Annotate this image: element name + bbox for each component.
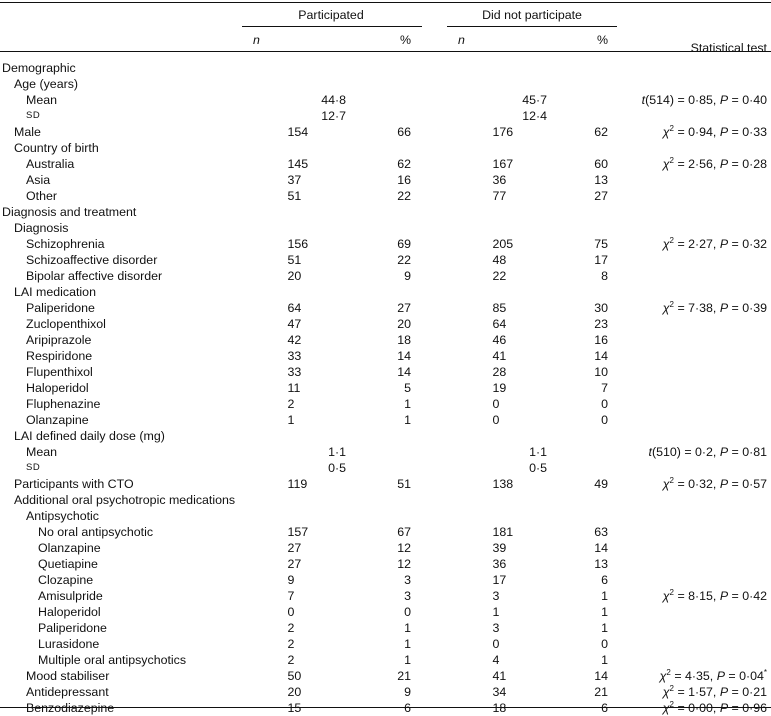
not-participated-pct: 6 [601,573,608,587]
row-values [284,348,771,364]
table-row [0,60,771,76]
participated-n: 11 [287,381,301,395]
pct-header-2: % [596,33,608,47]
participated-pct: 3 [404,573,411,587]
not-participated-n: 167 [492,157,514,171]
row-label: Olanzapine [26,413,89,427]
not-participated-n: 41 [492,669,507,683]
not-participated-n: 19 [492,381,507,395]
not-participated-pct: 21 [594,685,608,699]
row-values [284,668,771,684]
row-label: LAI medication [14,285,96,299]
row-values [284,220,771,236]
not-participated-n: 3 [492,589,500,603]
row-values [284,444,771,460]
row-values [284,60,771,76]
row-label: Asia [26,173,51,187]
participated-n: 20 [287,269,302,283]
statistical-test-header: Statistical test [690,41,767,55]
not-participated-pct: 27 [594,189,608,203]
not-participated-n: 41 [492,349,507,363]
not-participated-n: 181 [492,525,514,539]
row-values [284,380,771,396]
top-rule [0,2,771,3]
table-row [0,140,771,156]
participated-pct: 14 [397,365,411,379]
participated-pct: 9 [404,269,411,283]
row-label: Aripiprazole [26,333,92,347]
participated-pct: 1 [404,653,411,667]
table-row [0,268,771,284]
row-values [284,588,771,604]
row-values [284,556,771,572]
not-participated-pct: 17 [594,253,608,267]
row-values [284,684,771,700]
participated-pct: 1 [404,413,411,427]
table-row [0,380,771,396]
not-participated-pct: 16 [594,333,608,347]
table-row [0,204,771,220]
participated-pct: 9 [404,685,411,699]
not-participated-value: 1·1 [529,445,547,459]
not-participated-value: 45·7 [522,93,547,107]
not-participated-pct: 0 [601,397,608,411]
not-participated-pct: 1 [601,621,608,635]
row-values [284,700,771,716]
statistical-test: $\chi^2 = 8\cdot 15$, P = 0·42 [662,588,767,603]
not-participated-n: 36 [492,173,507,187]
not-participated-n: 0 [492,397,500,411]
table-row [0,252,771,268]
table-row [0,620,771,636]
row-values [284,300,771,316]
row-values [284,188,771,204]
not-participated-pct: 0 [601,413,608,427]
participated-n: 27 [287,557,302,571]
table-row [0,700,771,716]
participated-pct: 69 [397,237,411,251]
participated-n: 64 [287,301,302,315]
not-participated-n: 176 [492,125,514,139]
participated-value: 44·8 [321,93,346,107]
row-label: Male [14,125,41,139]
row-label: Mood stabiliser [26,669,110,683]
table-row [0,412,771,428]
row-label: Additional oral psychotropic medications [14,493,236,507]
row-values [284,124,771,140]
row-values [284,172,771,188]
not-participated-pct: 23 [594,317,608,331]
not-participated-pct: 14 [594,349,608,363]
participated-pct: 62 [397,157,411,171]
row-values [284,540,771,556]
row-label: Bipolar affective disorder [26,269,163,283]
participated-n: 27 [287,541,302,555]
statistical-test: t(514) = 0·85, P = 0·40 [641,93,767,107]
row-label: Olanzapine [38,541,101,555]
participated-n: 50 [287,669,302,683]
row-label: Amisulpride [38,589,103,603]
table-row [0,588,771,604]
participated-n: 154 [287,125,309,139]
not-participated-pct: 1 [601,589,608,603]
table-row [0,172,771,188]
participated-pct: 12 [397,557,411,571]
row-values [284,428,771,444]
not-participated-n: 77 [492,189,507,203]
not-participated-n: 18 [492,701,507,715]
not-participated-pct: 14 [594,669,608,683]
data-table [0,60,771,716]
group1-header: Participated [298,8,364,22]
not-participated-pct: 7 [601,381,608,395]
table-row [0,636,771,652]
group1-rule [242,26,422,27]
row-values [284,524,771,540]
n-header-2: n [458,33,465,47]
not-participated-pct: 62 [594,125,608,139]
row-values [284,108,771,124]
table-row [0,92,771,108]
not-participated-pct: 1 [601,653,608,667]
participated-pct: 22 [397,189,411,203]
row-values [284,396,771,412]
row-label: Quetiapine [38,557,98,571]
table-row [0,300,771,316]
row-values [284,236,771,252]
not-participated-n: 0 [492,637,500,651]
participated-n: 9 [287,573,295,587]
row-values [284,140,771,156]
participated-pct: 1 [404,621,411,635]
participated-pct: 6 [404,701,411,715]
participated-value: 0·5 [328,461,346,475]
not-participated-pct: 13 [594,173,608,187]
table-row [0,444,771,460]
participated-pct: 66 [397,125,411,139]
row-label: Haloperidol [38,605,101,619]
table-row [0,124,771,140]
participated-n: 2 [287,637,295,651]
not-participated-pct: 60 [594,157,608,171]
not-participated-value: 12·4 [522,109,547,123]
table-row [0,492,771,508]
table-row [0,332,771,348]
participated-n: 47 [287,317,302,331]
statistical-test: $\chi^2 = 7\cdot 38$, P = 0·39 [662,300,767,315]
not-participated-n: 36 [492,557,507,571]
table-row [0,460,771,476]
group2-header: Did not participate [482,8,582,22]
participated-n: 2 [287,653,295,667]
not-participated-pct: 8 [601,269,608,283]
participated-n: 20 [287,685,302,699]
row-label: Mean [26,93,57,107]
participated-pct: 1 [404,637,411,651]
row-values [284,284,771,300]
header-bottom-rule [0,51,771,52]
n-header-1: n [253,33,260,47]
not-participated-n: 46 [492,333,507,347]
row-label: Australia [26,157,75,171]
row-label: LAI defined daily dose (mg) [14,429,165,443]
not-participated-n: 48 [492,253,507,267]
table-row [0,556,771,572]
statistical-test: $\chi^2 = 2\cdot 56$, P = 0·28 [662,156,767,171]
participated-n: 119 [287,477,308,491]
row-values [284,460,771,476]
row-label: Schizophrenia [26,237,105,251]
table-row [0,540,771,556]
row-label: No oral antipsychotic [38,525,154,539]
participated-pct: 51 [397,477,411,491]
not-participated-n: 34 [492,685,507,699]
row-label: Paliperidone [38,621,107,635]
participated-pct: 18 [397,333,411,347]
row-values [284,476,771,492]
not-participated-n: 205 [492,237,514,251]
table-row [0,396,771,412]
not-participated-n: 28 [492,365,507,379]
table-body [0,60,771,716]
row-values [284,508,771,524]
table-row [0,76,771,92]
row-values [284,652,771,668]
row-label: Fluphenazine [26,397,101,411]
table-row [0,524,771,540]
not-participated-pct: 10 [594,365,608,379]
participated-pct: 0 [404,605,411,619]
row-values [284,268,771,284]
participated-pct: 20 [397,317,411,331]
table-row [0,652,771,668]
row-label: Diagnosis [14,221,69,235]
not-participated-n: 85 [492,301,507,315]
participated-n: 7 [287,589,295,603]
statistical-test: t(510) = 0·2, P = 0·81 [648,445,767,459]
row-label: Benzodiazepine [26,701,115,715]
participated-pct: 1 [404,397,411,411]
row-label: Lurasidone [38,637,100,651]
not-participated-n: 3 [492,621,500,635]
row-label: Respiridone [26,349,93,363]
not-participated-pct: 75 [594,237,608,251]
table-row [0,572,771,588]
not-participated-pct: 13 [594,557,608,571]
not-participated-pct: 30 [594,301,608,315]
statistical-test: $\chi^2 = 0\cdot 32$, P = 0·57 [662,476,767,491]
participated-n: 51 [287,253,302,267]
row-label: Other [26,189,57,203]
table-row [0,476,771,492]
participated-n: 42 [287,333,302,347]
statistical-test: $\chi^2 = 2\cdot 27$, P = 0·32 [662,236,767,251]
row-label: Diagnosis and treatment [2,205,137,219]
not-participated-n: 4 [492,653,500,667]
table-row [0,428,771,444]
row-label: Paliperidone [26,301,95,315]
participated-pct: 12 [397,541,411,555]
row-label: Participants with CTO [14,477,134,491]
participated-n: 33 [287,365,302,379]
row-values [284,492,771,508]
row-label: Age (years) [14,77,79,91]
table-row [0,604,771,620]
table-row [0,108,771,124]
not-participated-pct: 49 [594,477,608,491]
participated-pct: 22 [397,253,411,267]
table-row [0,684,771,700]
not-participated-pct: 14 [594,541,608,555]
not-participated-pct: 6 [601,701,608,715]
not-participated-n: 138 [492,477,514,491]
participated-pct: 14 [397,349,411,363]
row-label: Haloperidol [26,381,89,395]
row-label: Antidepressant [26,685,109,699]
participated-n: 0 [287,605,295,619]
table-row [0,348,771,364]
row-label: Multiple oral antipsychotics [38,653,187,667]
participated-pct: 21 [397,669,411,683]
row-label: SD [26,110,41,121]
participated-pct: 3 [404,589,411,603]
participated-n: 145 [287,157,309,171]
pct-header-1: % [399,33,411,47]
not-participated-n: 1 [492,605,500,619]
row-label: Schizoaffective disorder [26,253,158,267]
row-label: Clozapine [38,573,94,587]
participated-n: 51 [287,189,302,203]
participated-n: 1 [287,413,295,427]
not-participated-pct: 0 [601,637,608,651]
participated-pct: 5 [404,381,411,395]
not-participated-n: 0 [492,413,500,427]
row-values [284,364,771,380]
statistical-test: $\chi^2 = 0\cdot 00$, P = 0·96 [662,700,767,715]
statistical-test: $\chi^2 = 4\cdot 35$, P = 0·04* [659,668,767,683]
row-values [284,572,771,588]
participated-n: 157 [287,525,309,539]
participated-value: 12·7 [321,109,346,123]
table-row [0,156,771,172]
row-values [284,636,771,652]
table-row [0,220,771,236]
row-values [284,412,771,428]
not-participated-pct: 63 [594,525,608,539]
row-values [284,620,771,636]
statistical-test: $\chi^2 = 1\cdot 57$, P = 0·21 [662,684,767,699]
not-participated-pct: 1 [601,605,608,619]
participated-n: 33 [287,349,302,363]
not-participated-n: 39 [492,541,507,555]
row-values [284,76,771,92]
participated-pct: 16 [397,173,411,187]
row-values [284,156,771,172]
not-participated-n: 22 [492,269,507,283]
participated-pct: 27 [397,301,411,315]
table-row [0,316,771,332]
participated-n: 37 [287,173,302,187]
participated-n: 2 [287,397,295,411]
table-row [0,236,771,252]
group2-rule [447,26,617,27]
row-values [284,604,771,620]
row-label: Flupenthixol [26,365,93,379]
participated-value: 1·1 [328,445,346,459]
table-row [0,668,771,684]
participated-n: 156 [287,237,309,251]
row-label: Demographic [2,61,76,75]
row-label: Antipsychotic [26,509,100,523]
table-row [0,508,771,524]
not-participated-n: 64 [492,317,507,331]
table-row [0,284,771,300]
row-values [284,204,771,220]
not-participated-value: 0·5 [529,461,547,475]
participated-n: 2 [287,621,295,635]
row-label: Mean [26,445,57,459]
table-row [0,364,771,380]
statistical-test: $\chi^2 = 0\cdot 94$, P = 0·33 [662,124,767,139]
row-values [284,332,771,348]
row-label: SD [26,462,41,473]
row-values [284,92,771,108]
row-values [284,252,771,268]
row-label: Zuclopenthixol [26,317,106,331]
row-values [284,316,771,332]
table-row [0,188,771,204]
row-label: Country of birth [14,141,99,155]
not-participated-n: 17 [492,573,507,587]
participated-pct: 67 [397,525,411,539]
participated-n: 15 [287,701,302,715]
